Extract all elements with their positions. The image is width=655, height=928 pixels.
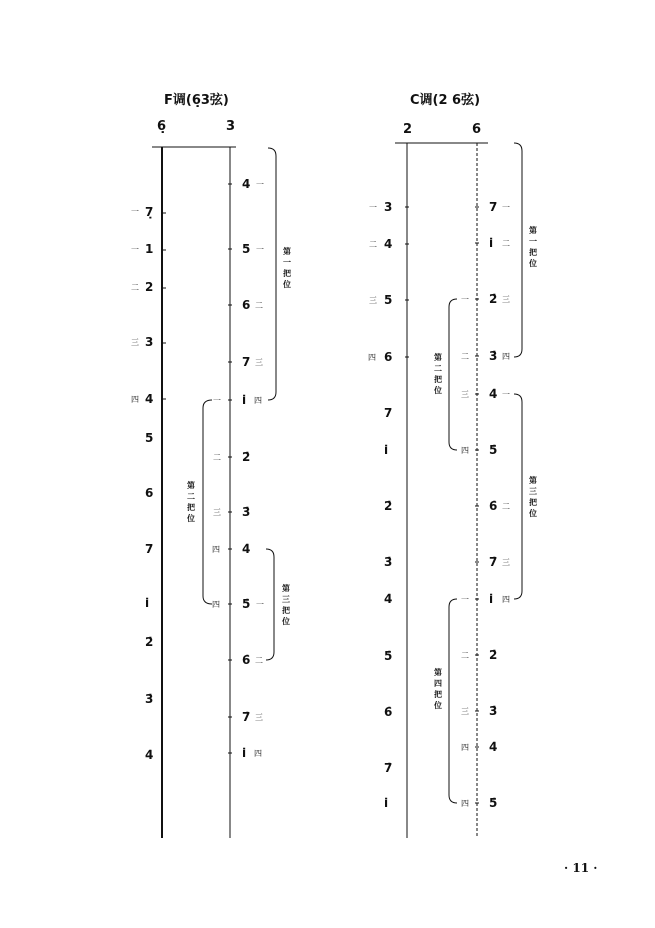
f-inner-note: 2 [145,280,154,294]
c-outer-note: 7 [489,200,498,214]
c-outer-note: i̇ [489,236,494,250]
c-outer-note: 4̇ [489,387,498,401]
f-inner-note: 4̇ [145,748,154,762]
f-inner-note: 6 [145,486,154,500]
f-outer-note: 7 [242,355,251,369]
f-outer-finger-right: 二 [255,301,263,310]
c-outer-finger-right: 三 [502,295,510,304]
f-outer-note: i̇ [242,393,247,407]
c-outer-note: 3̇ [489,349,498,363]
f-outer-finger-right: 一 [256,180,264,189]
c-outer-finger-left: 四 [461,446,469,455]
c-outer-finger-left: 二 [461,352,469,361]
f-position-label: 第三把位 [282,584,290,626]
f-outer-note: i̇ [242,746,247,760]
f-outer-note: 3̇ [242,505,251,519]
c-inner-note: 2̇ [384,499,393,513]
c-outer-note: 2̇ [489,648,498,662]
f-outer-note: 4 [242,177,251,191]
c-outer-finger-left: 四 [461,743,469,752]
c-string-inner-label: 2 [403,122,413,137]
c-inner-note: 7̇ [384,761,393,775]
f-key-title: F调(6̣3弦) [164,93,229,108]
f-outer-finger-left: 四 [212,600,220,609]
c-outer-finger-right: 一 [502,390,510,399]
c-outer-finger-left: 三 [461,707,469,716]
f-inner-finger: 一 [131,245,139,254]
c-outer-finger-right: 二 [502,239,510,248]
f-outer-note: 6 [242,298,251,312]
f-inner-note: 3 [145,335,154,349]
f-inner-note: i̇ [145,596,150,610]
c-outer-finger-left: 三 [461,390,469,399]
c-inner-note: 4 [384,237,393,251]
f-outer-finger-left: 一 [213,396,221,405]
c-inner-finger: 二 [369,240,377,249]
f-outer-finger-right: 四 [254,396,262,405]
f-outer-note: 7̇ [242,710,251,724]
page-number: · 11 · [564,861,598,875]
f-position-label: 第二把位 [187,481,195,523]
c-outer-finger-right: 一 [502,203,510,212]
c-outer-finger-right: 四 [502,595,510,604]
f-outer-note: 5̇ [242,597,251,611]
c-inner-note: 7 [384,406,393,420]
c-inner-finger: 一 [369,203,377,212]
c-inner-note: 3 [384,200,393,214]
f-inner-finger: 一 [131,207,139,216]
c-outer-finger-left: 四 [461,799,469,808]
c-outer-finger-left: 一 [461,595,469,604]
f-outer-note: 5 [242,242,251,256]
f-inner-note: 1 [145,242,154,256]
c-outer-finger-right: 三 [502,558,510,567]
c-inner-note: 6̇ [384,705,393,719]
c-outer-note: 6̇ [489,499,498,513]
f-inner-note: 7 [145,542,154,556]
f-inner-finger: 四 [131,395,139,404]
f-outer-finger-right: 二 [255,656,263,665]
f-position-label: 第一把位 [283,247,291,289]
c-inner-note: 3̇ [384,555,393,569]
c-outer-note: 5̇ [489,796,498,810]
c-inner-note: 6 [384,350,393,364]
c-outer-finger-left: 二 [461,651,469,660]
f-inner-note: 4 [145,392,154,406]
c-outer-finger-left: 一 [461,295,469,304]
c-inner-note: i̇ [384,796,389,810]
c-key-title: C调(2 6弦) [410,93,481,108]
f-outer-finger-left: 二 [213,453,221,462]
f-outer-finger-right: 四 [254,749,262,758]
f-inner-note: 3̇ [145,692,154,706]
c-outer-note: 5̇ [489,443,498,457]
c-outer-finger-right: 四 [502,352,510,361]
c-inner-finger: 三 [369,296,377,305]
f-inner-finger: 二 [131,283,139,292]
c-outer-note: 3̇ [489,704,498,718]
f-outer-note: 4̇ [242,542,251,556]
c-outer-note: 7̇ [489,555,498,569]
c-position-label: 第三把位 [529,476,537,518]
f-outer-finger-left: 四 [212,545,220,554]
c-outer-note: i̇ [489,592,494,606]
f-inner-note: 7̣ [145,205,154,219]
c-string-outer-label: 6 [472,122,482,137]
c-outer-note: 4̇ [489,740,498,754]
f-outer-note: 2̇ [242,450,251,464]
f-inner-note: 5 [145,431,154,445]
f-outer-finger-right: 三 [255,358,263,367]
c-outer-note: 2̇ [489,292,498,306]
f-outer-finger-right: 一 [256,245,264,254]
c-position-label: 第二把位 [434,353,442,395]
c-inner-note: i̇ [384,443,389,457]
f-outer-note: 6̇ [242,653,251,667]
c-position-label: 第一把位 [529,226,537,268]
f-inner-note: 2̇ [145,635,154,649]
c-inner-note: 5̇ [384,649,393,663]
f-string-inner-label: 6̣ [157,119,167,134]
f-string-outer-label: 3 [226,119,236,134]
f-inner-finger: 三 [131,338,139,347]
f-outer-finger-right: 三 [255,713,263,722]
c-inner-finger: 四 [368,353,376,362]
f-outer-finger-left: 三 [213,508,221,517]
c-outer-finger-right: 二 [502,502,510,511]
c-inner-note: 4̇ [384,592,393,606]
c-inner-note: 5 [384,293,393,307]
f-outer-finger-right: 一 [256,600,264,609]
c-position-label: 第四把位 [434,668,442,710]
